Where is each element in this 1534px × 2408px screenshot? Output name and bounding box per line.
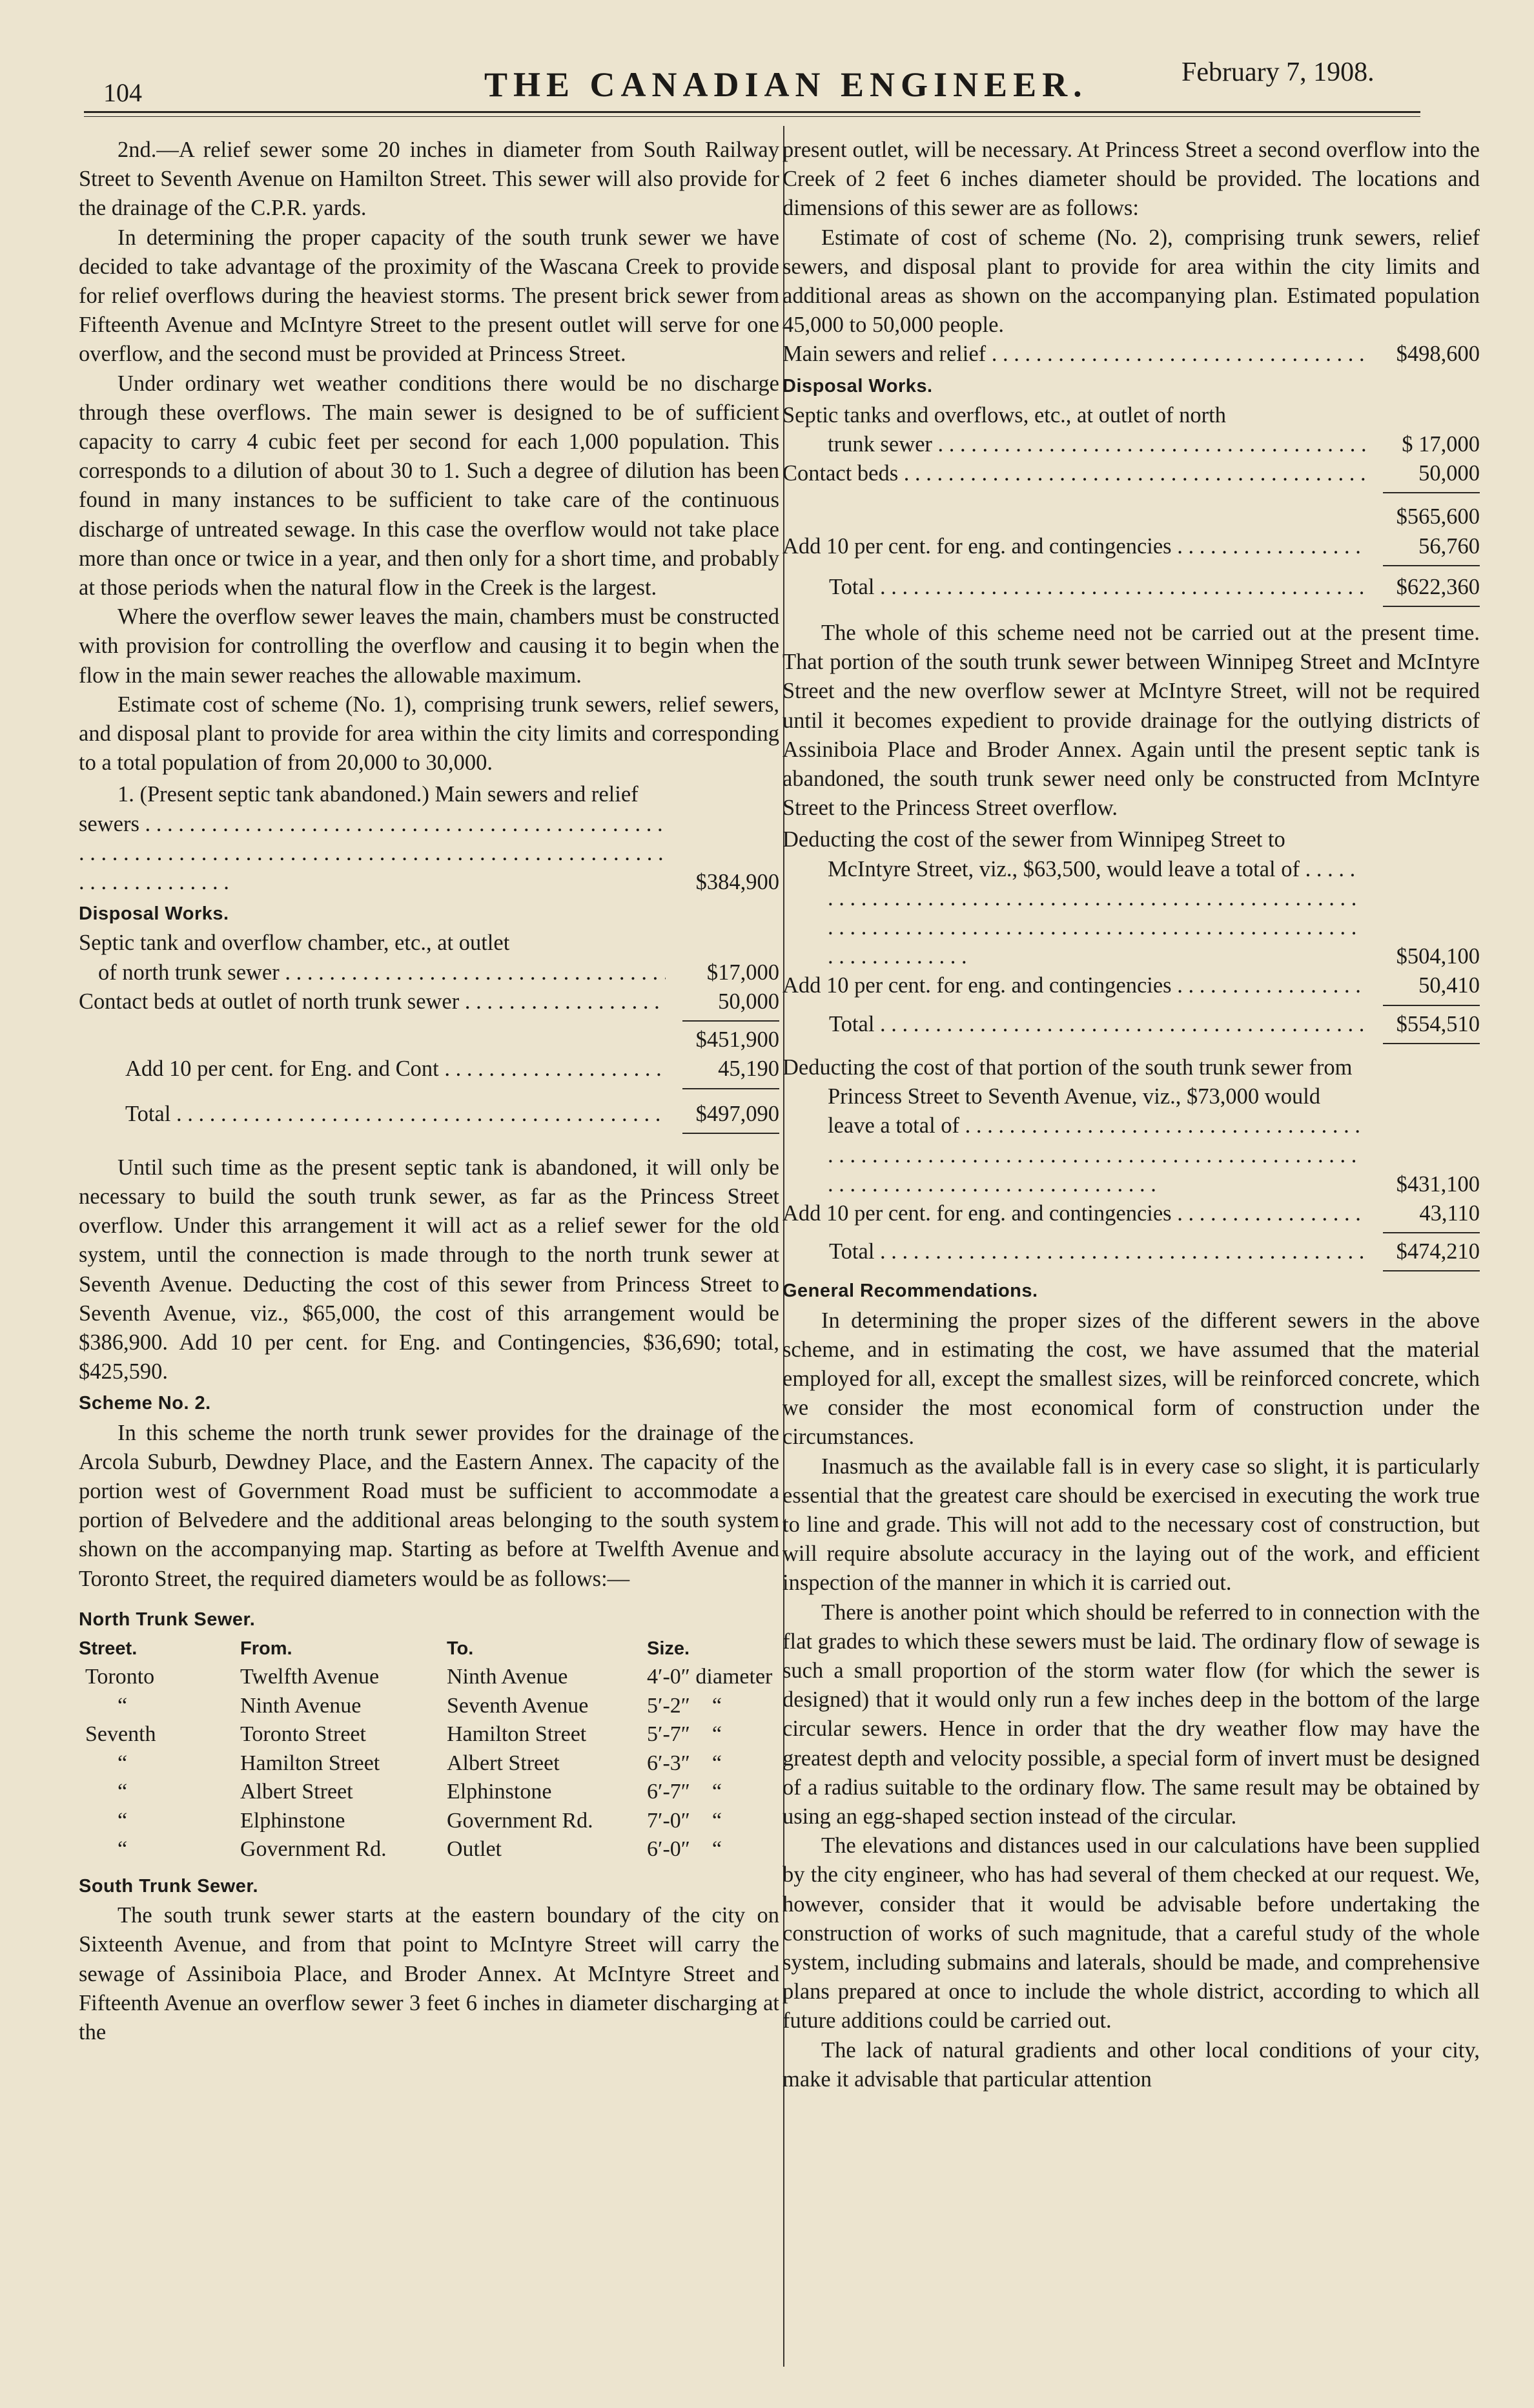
estimate-amount: $431,100: [1396, 1171, 1480, 1197]
estimate-label: Add 10 per cent. for eng. and contingencies . . .: [782, 532, 1366, 561]
header-rule-bottom: [84, 116, 1420, 117]
sum-rule: [1383, 1005, 1480, 1006]
estimate-label: Total . . .: [782, 1010, 1366, 1039]
estimate-label: Total . . .: [79, 1100, 666, 1129]
table-cell: “: [118, 1693, 128, 1718]
table-cell: Elphinstone: [447, 1780, 552, 1804]
estimate-amount: $504,100: [1396, 944, 1480, 969]
table-cell: Hamilton Street: [447, 1722, 587, 1747]
table-cell: “: [118, 1780, 128, 1804]
paragraph: Until such time as the present septic tank is abandoned, it will only be necessary to build the south trunk sewer, as far as the Princess Street overflow. Under this arrangement it will act as a relief sewer for the old system, until the connection is made through to the north trunk sewer at Seventh Avenue. Deducting the cost of this sewer from Princess Street to Seventh Avenue, viz., $65,000, the cost of this arrangement would be $386,900. Add 10 per cent. for Eng. and Contingencies, $36,690; total, $425,590.: [79, 1155, 779, 1384]
header-rule-top: [84, 111, 1420, 113]
estimate-amount: 43,110: [1419, 1200, 1480, 1226]
section-heading: Scheme No. 2.: [79, 1393, 211, 1414]
table-cell: Albert Street: [447, 1751, 560, 1775]
estimate-label: Deducting the cost of that portion of the south trunk sewer from Princess Street to Seventh Avenue, viz., $73,000 would leave a total of . . .: [782, 1053, 1366, 1199]
table-cell: 6′-0″ “: [647, 1837, 722, 1862]
estimate-total: $554,510: [1396, 1011, 1480, 1036]
estimate-amount: $ 17,000: [1402, 432, 1480, 457]
table-cell: Elphinstone: [240, 1808, 345, 1833]
estimate-amount: $498,600: [1396, 342, 1480, 367]
table-cell: Ninth Avenue: [447, 1665, 568, 1689]
paragraph: Where the overflow sewer leaves the main, chambers must be constructed with provision for controlling the overflow and causing it to begin when the flow in the main sewer reaches the allowable maximum.: [79, 604, 779, 688]
paragraph: In determining the proper sizes of the different sewers in the above scheme, and in estimating the cost, we have assumed that the material employed for all, except the smallest sizes, will be reinforced concrete, which we consider the most economical form of construction under the circumstances.: [782, 1308, 1480, 1450]
estimate-label: of north trunk sewer . . .: [79, 958, 666, 987]
table-cell: Government Rd.: [447, 1808, 593, 1833]
estimate-label: Total . . .: [782, 573, 1366, 602]
estimate-label: Add 10 per cent. for Eng. and Cont . . .: [79, 1055, 666, 1084]
section-heading: General Recommendations.: [782, 1281, 1038, 1302]
paragraph: present outlet, will be necessary. At Princess Street a second overflow into the Creek of 2 feet 6 inches diameter should be provided. The locations and dimensions of this sewer are as follows:: [782, 138, 1480, 221]
sum-rule: [682, 1133, 779, 1134]
table-cell: Toronto: [85, 1665, 155, 1689]
estimate-amount: $384,900: [695, 870, 779, 895]
paragraph: Estimate cost of scheme (No. 1), comprising trunk sewers, relief sewers, and disposal plant to provide for area within the city limits and corresponding to a total population of from 20,000 to 30,000.: [79, 692, 779, 776]
table-header-row: [79, 1634, 779, 1663]
estimate-label: Septic tanks and overflows, etc., at outlet of north: [782, 402, 1226, 427]
paragraph: In determining the proper capacity of the south trunk sewer we have decided to take advantage of the proximity of the Wascana Creek to provide for relief overflows during the heaviest storms. The present brick sewer from Fifteenth Avenue and McIntyre Street to the present outlet will serve for one overflow, and the second must be provided at Princess Street.: [79, 225, 779, 367]
table-cell: Hamilton Street: [240, 1751, 380, 1775]
cost-estimate-scheme-2: [782, 340, 1480, 607]
column-header: From.: [240, 1638, 292, 1659]
table-cell: 7′-0″ “: [647, 1808, 722, 1833]
estimate-amount: 50,000: [718, 989, 779, 1014]
table-row: [79, 1749, 779, 1778]
estimate-subtotal: $451,900: [695, 1027, 779, 1053]
table-cell: 5′-2″ “: [647, 1693, 722, 1718]
estimate-total: $622,360: [1396, 574, 1480, 599]
sum-rule: [1383, 492, 1480, 493]
section-heading: Disposal Works.: [782, 375, 933, 396]
section-heading: Disposal Works.: [79, 903, 229, 925]
estimate-subtotal: $565,600: [1396, 504, 1480, 530]
estimate-label: Add 10 per cent. for eng. and contingencies . . .: [782, 971, 1366, 1000]
paragraph: Inasmuch as the available fall is in every case so slight, it is particularly essential that the greatest care should be exercised in executing the work true to line and grade. This will not add to the necessary cost of construction, but will require absolute accuracy in the laying out of the work, and efficient inspection of the manner in which it is carried out.: [782, 1454, 1480, 1596]
estimate-label: Deducting the cost of the sewer from Winnipeg Street to McIntyre Street, viz., $63,500, would leave a total of . . .: [782, 825, 1366, 971]
table-cell: Albert Street: [240, 1780, 353, 1804]
estimate-label: 1. (Present septic tank abandoned.) Main sewers and relief sewers . . .: [79, 780, 666, 897]
table-cell: 6′-7″ “: [647, 1780, 722, 1804]
section-heading: North Trunk Sewer.: [79, 1609, 256, 1630]
table-cell: 4′-0″ diameter: [647, 1665, 773, 1689]
table-cell: Seventh Avenue: [447, 1693, 589, 1718]
table-cell: 5′-7″ “: [647, 1722, 722, 1747]
sewer-size-table: [79, 1634, 779, 1864]
table-cell: Outlet: [447, 1837, 502, 1862]
sum-rule: [1383, 565, 1480, 566]
paragraph: Under ordinary wet weather conditions there would be no discharge through these overflows. The main sewer is designed to be of sufficient capacity to carry 4 cubic feet per second for each 1,000 population. This corresponds to a dilution of about 30 to 1. Such a degree of dilution has been found in many instances to be sufficient to take care of the continuous discharge of untreated sewage. In this case the overflow would not take place more than once or twice in a year, and then only for a short time, and probably at those periods when the natural flow in the Creek is the largest.: [79, 371, 779, 601]
estimate-label: Add 10 per cent. for eng. and contingencies . . .: [782, 1199, 1366, 1228]
paragraph: In this scheme the north trunk sewer provides for the drainage of the Arcola Suburb, Dewdney Place, and the Eastern Annex. The capacity of the portion west of Government Road must be sufficient to accommodate a portion of Belvedere and the additional areas belonging to the south system shown on the accompanying map. Starting as before at Twelfth Avenue and Toronto Street, the required diameters would be as follows:—: [79, 1420, 779, 1591]
table-row: [79, 1807, 779, 1836]
estimate-amount: 50,410: [1418, 973, 1480, 998]
estimate-total: $497,090: [695, 1101, 779, 1126]
estimate-amount: $17,000: [706, 960, 779, 985]
table-cell: Seventh: [85, 1722, 156, 1747]
sum-rule: [1383, 1043, 1480, 1044]
estimate-label: Contact beds . . .: [782, 459, 1366, 488]
sum-rule: [1383, 606, 1480, 607]
estimate-label: Total . . .: [782, 1237, 1366, 1266]
page-header: [84, 52, 1440, 116]
table-cell: “: [118, 1751, 128, 1775]
column-header: Size.: [647, 1638, 690, 1659]
table-row: [79, 1835, 779, 1864]
estimate-label: Septic tank and overflow chamber, etc., at outlet: [79, 931, 510, 956]
journal-title: THE CANADIAN ENGINEER.: [484, 65, 1088, 104]
table-cell: 6′-3″ “: [647, 1751, 722, 1775]
paragraph: The elevations and distances used in our calculations have been supplied by the city engineer, who has had several of them checked at our request. We, however, consider that it would be advisable before undertaking the construction of works of such magnitude, that a careful study of the whole system, including submains and laterals, should be made, and comprehensive plans prepared at once to include the whole district, according to which all future additions could be carried out.: [782, 1833, 1480, 2033]
table-cell: Ninth Avenue: [240, 1693, 362, 1718]
estimate-amount: 56,760: [1418, 533, 1480, 559]
page-number: 104: [103, 78, 142, 107]
table-cell: Twelfth Avenue: [240, 1665, 380, 1689]
section-heading: South Trunk Sewer.: [79, 1875, 259, 1897]
cost-estimate-scheme-1: [79, 780, 779, 1133]
issue-date: February 7, 1908.: [1181, 57, 1375, 87]
table-cell: Toronto Street: [240, 1722, 366, 1747]
table-cell: “: [118, 1808, 128, 1833]
table-row: [79, 1663, 779, 1692]
cost-estimate-deductions: [782, 825, 1480, 1271]
right-column: [782, 136, 1480, 2094]
sum-rule: [1383, 1232, 1480, 1233]
paragraph: The south trunk sewer starts at the eastern boundary of the city on Sixteenth Avenue, and from that point to McIntyre Street will carry the sewage of Assiniboia Place, and Broder Annex. At McIntyre Street and Fifteenth Avenue an overflow sewer 3 feet 6 inches in diameter discharging at the: [79, 1903, 779, 2044]
paragraph: The lack of natural gradients and other local conditions of your city, make it advisable that particular attention: [782, 2037, 1480, 2092]
estimate-amount: 45,190: [718, 1056, 779, 1082]
table-row: [79, 1692, 779, 1721]
table-cell: “: [118, 1837, 128, 1862]
estimate-label: Contact beds at outlet of north trunk sewer . . .: [79, 987, 666, 1016]
column-header: Street.: [79, 1638, 138, 1659]
estimate-label: Main sewers and relief . . .: [782, 340, 1366, 369]
estimate-label: trunk sewer . . .: [782, 430, 1366, 459]
table-row: [79, 1720, 779, 1749]
sum-rule: [682, 1088, 779, 1089]
paragraph: 2nd.—A relief sewer some 20 inches in diameter from South Railway Street to Seventh Avenue on Hamilton Street. This sewer will also provide for the drainage of the C.P.R. yards.: [79, 138, 779, 221]
sum-rule: [682, 1020, 779, 1022]
paragraph: Estimate of cost of scheme (No. 2), comprising trunk sewers, relief sewers, and disposal plant to provide for area within the city limits and additional areas as shown on the accompanying plan. Estimated population 45,000 to 50,000 people.: [782, 225, 1480, 338]
left-column: [79, 136, 779, 2047]
column-header: To.: [447, 1638, 474, 1659]
paragraph: The whole of this scheme need not be carried out at the present time. That portion of the south trunk sewer between Winnipeg Street and McIntyre Street and the new overflow sewer at McIntyre Street, will not be required until it becomes expedient to provide drainage for the outlying districts of Assiniboia Place and Broder Annex. Again until the present septic tank is abandoned, the south trunk sewer need only be constructed from McIntyre Street to the Princess Street overflow.: [782, 621, 1480, 821]
estimate-amount: 50,000: [1418, 461, 1480, 486]
paragraph: There is another point which should be referred to in connection with the flat grades to which these sewers must be laid. The ordinary flow of sewage is such a small proportion of the storm water flow (for which the sewer is designed) that it would only run a few inches deep in the bottom of the large circular sewers. Hence in order that the dry weather flow may have the greatest depth and velocity possible, a special form of invert must be designed of a radius suitable to the ordinary flow. The same result may be obtained by using an egg-shaped section instead of the circular.: [782, 1600, 1480, 1829]
sum-rule: [1383, 1270, 1480, 1271]
estimate-total: $474,210: [1396, 1239, 1480, 1264]
table-row: [79, 1778, 779, 1807]
table-cell: Government Rd.: [240, 1837, 387, 1862]
